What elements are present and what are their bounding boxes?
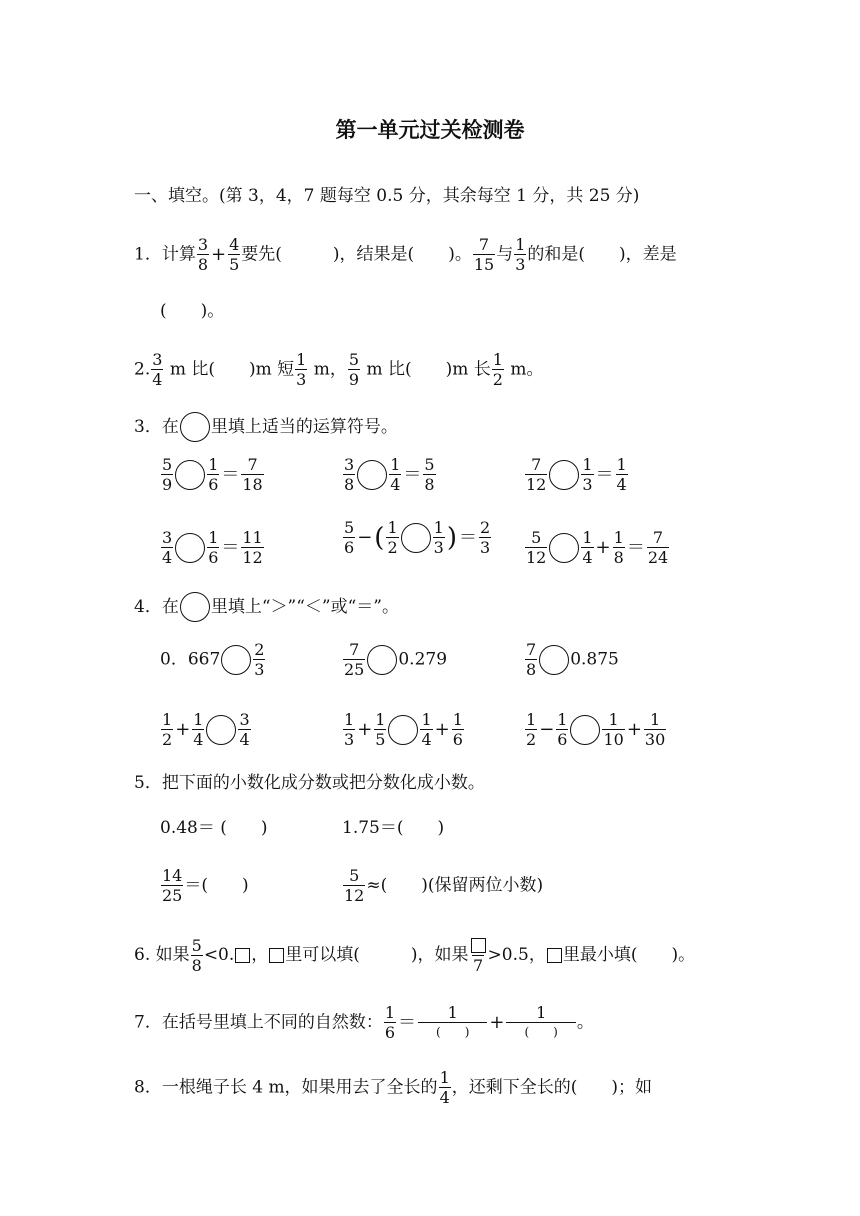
- answer-box[interactable]: [471, 938, 486, 953]
- q3-item-2: $\frac{3}{8}$ $\frac{1}{4}$ ＝ $\frac{5}{8}$: [344, 455, 435, 494]
- q5-item-2: 1.75＝( ): [342, 818, 445, 838]
- q5-item-1: 0.48＝ ( ): [160, 818, 268, 838]
- question-1: 1．计算 $\frac{3}{8}$ + $\frac{4}{5}$ 要先( )，结果是( )。 $\frac{7}{15}$ 与 $\frac{1}{3}$ 的和是( )，差是: [134, 235, 677, 274]
- answer-box[interactable]: [235, 948, 250, 963]
- q4-item-1: 0．667 $\frac{2}{3}$: [160, 640, 265, 679]
- q3-item-6: $\frac{5}{12}$ $\frac{1}{4}$ + $\frac{1}{8}$ ＝ $\frac{7}{24}$: [526, 528, 669, 567]
- answer-circle[interactable]: [206, 715, 236, 745]
- answer-circle[interactable]: [180, 412, 210, 442]
- answer-circle[interactable]: [549, 533, 579, 563]
- q5-item-4: $\frac{5}{12}$ ≈( )(保留两位小数): [344, 866, 544, 905]
- answer-circle[interactable]: [539, 645, 569, 675]
- answer-circle[interactable]: [180, 592, 210, 622]
- answer-circle[interactable]: [401, 523, 431, 553]
- question-6: 6. 如果 $\frac{5}{8}$ <0. ， 里可以填( )，如果 7 >0.5， 里最小填( )。: [134, 935, 696, 975]
- answer-circle[interactable]: [175, 533, 205, 563]
- section-heading: 一、填空。(第 3，4，7 题每空 0.5 分，其余每空 1 分，共 25 分): [134, 186, 640, 206]
- answer-box[interactable]: [269, 948, 284, 963]
- answer-circle[interactable]: [388, 715, 418, 745]
- q3-item-4: $\frac{3}{4}$ $\frac{1}{6}$ ＝ $\frac{11}{12}$: [162, 528, 263, 567]
- question-4-heading: 4．在 里填上“＞”“＜”或“＝”。: [134, 592, 399, 622]
- answer-circle[interactable]: [549, 460, 579, 490]
- question-7: 7．在括号里填上不同的自然数： $\frac{1}{6}$ ＝ $\frac{1}{( )}$ + $\frac{1}{( )}$ 。: [134, 1003, 594, 1042]
- answer-circle[interactable]: [221, 645, 251, 675]
- answer-circle[interactable]: [367, 645, 397, 675]
- q5-item-3: $\frac{14}{25}$ ＝( ): [162, 866, 249, 905]
- question-5-heading: 5．把下面的小数化成分数或把分数化成小数。: [134, 773, 485, 793]
- fraction: $\frac{3}{4}$: [152, 350, 163, 389]
- q4-item-6: $\frac{1}{2}$ − $\frac{1}{6}$ $\frac{1}{10}$ + $\frac{1}{30}$: [526, 710, 666, 749]
- fraction: $\frac{7}{15}$: [473, 235, 495, 274]
- q3-item-5: $\frac{5}{6}$ −( $\frac{1}{2}$ $\frac{1}{3}$ ) ＝ $\frac{2}{3}$: [344, 518, 491, 557]
- q4-item-2: $\frac{7}{25}$ 0.279: [344, 640, 448, 679]
- fraction: $\frac{1}{3}$: [296, 350, 307, 389]
- answer-circle[interactable]: [175, 460, 205, 490]
- answer-circle[interactable]: [357, 460, 387, 490]
- q3-item-1: $\frac{5}{9}$ $\frac{1}{6}$ ＝ $\frac{7}{18}$: [162, 455, 263, 494]
- fraction: $\frac{5}{9}$: [348, 350, 360, 389]
- q4-item-4: $\frac{1}{2}$ + $\frac{1}{4}$ $\frac{3}{4}$: [162, 710, 250, 749]
- fraction: $\frac{1}{2}$: [492, 350, 503, 389]
- q4-item-5: $\frac{1}{3}$ + $\frac{1}{5}$ $\frac{1}{4}$ + $\frac{1}{6}$: [344, 710, 463, 749]
- question-2: 2. $\frac{3}{4}$ m 比( )m 短 $\frac{1}{3}$ m， $\frac{5}{9}$ m 比( )m 长 $\frac{1}{2}$ m。: [134, 350, 544, 389]
- q4-item-3: $\frac{7}{8}$ 0.875: [526, 640, 619, 679]
- question-3-heading: 3．在 里填上适当的运算符号。: [134, 412, 398, 442]
- page-title: 第一单元过关检测卷: [335, 118, 525, 142]
- fraction: $\frac{4}{5}$: [229, 235, 240, 274]
- fraction: $\frac{1}{3}$: [515, 235, 526, 274]
- question-8: 8．一根绳子长 4 m，如果用去了全长的 $\frac{1}{4}$ ，还剩下全长的( )；如: [134, 1068, 653, 1107]
- answer-box[interactable]: [547, 948, 562, 963]
- fraction: $\frac{3}{8}$: [197, 235, 209, 274]
- question-1-continued: ( )。: [160, 301, 225, 321]
- q3-item-3: $\frac{7}{12}$ $\frac{1}{3}$ ＝ $\frac{1}{4}$: [526, 455, 627, 494]
- answer-circle[interactable]: [570, 715, 600, 745]
